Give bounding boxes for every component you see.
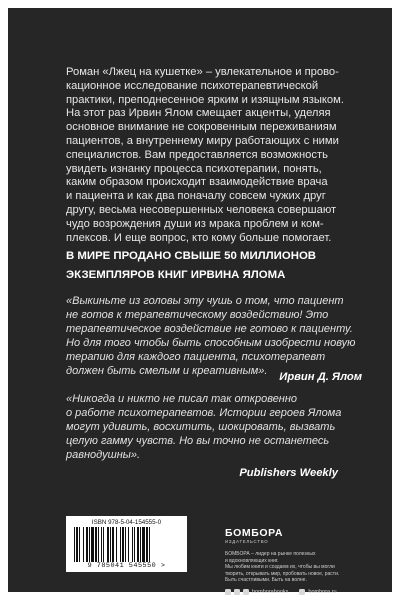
publisher-site: bombora.ru [308,588,337,595]
book-back-cover [8,8,392,595]
quote-author: Ирвин Д. Ялом [279,371,362,383]
barcode-icon [74,527,179,562]
social-icon [225,589,231,595]
publisher-links [225,589,365,595]
sales-headline: В МИРЕ ПРОДАНО СВЫШЕ 50 МИЛЛИОНОВ ЭКЗЕМПЛЯРОВ КНИГ ИРВИНА ЯЛОМА [66,250,317,281]
social-handle: bomborabooks [252,588,289,595]
barcode-number: 9 785041 545550 > [87,562,166,570]
book-blurb: Роман «Лжец на кушетке» – увлекательное и прово- кационное исследование психотерапевтической практики, преподнесенное ярким и изящным языком. На этот раз Ирвин Ялом смещает акценты, уделяя основное внимание не сокровенным переживаниям пациентов, а внутреннему миру работающих с ними специалистов. Вам предоставляется возможность увидеть изнанку процесса психотерапии, понять, каким образом происходит взаимодействие врача и пациента и как два поначалу совсем чужих друг другу, весьма несовершенных человека совершают чудо возрождения души из мрака проблем и ком- плексов. И еще вопрос, кто кому больше помогает. [66,66,344,244]
publisher-description: БОМБОРА – лидер на рынке полезных и вдохновляющих книг. Мы любим книги и создаем их, чтобы вы могли творить, открывать мир, пробовать новое, расти. Быть счастливыми. Быть на волне. [225,551,340,583]
quote-author: Publishers Weekly [239,467,338,479]
quote-text: «Никогда и никто не писал так откровенно о работе психотерапевтов. Истории героев Ялома могут удивить, восхитить, шокировать, вызвать целую гамму чувств. Но вы точно не останетесь равнодушны». [66,393,342,461]
publisher-block [225,528,365,595]
globe-icon [299,589,305,595]
publisher-logo: БОМБОРА [225,527,284,539]
publisher-logo-subtitle: ИЗДАТЕЛЬСТВО [225,539,269,544]
barcode-block [66,516,187,572]
social-icon [234,589,240,595]
isbn-label: ISBN 978-5-04-154555-0 [91,519,162,526]
quote-text: «Выкиньте из головы эту чушь о том, что пациент не готов к терапевтическому воздействию! Это терапевтическое воздействие не готово к пациенту. Но для того чтобы быть способным изобрести новую терапию для каждого пациента, психотерапевт должен быть смелым и креативным». [66,295,356,377]
social-icon [243,589,249,595]
